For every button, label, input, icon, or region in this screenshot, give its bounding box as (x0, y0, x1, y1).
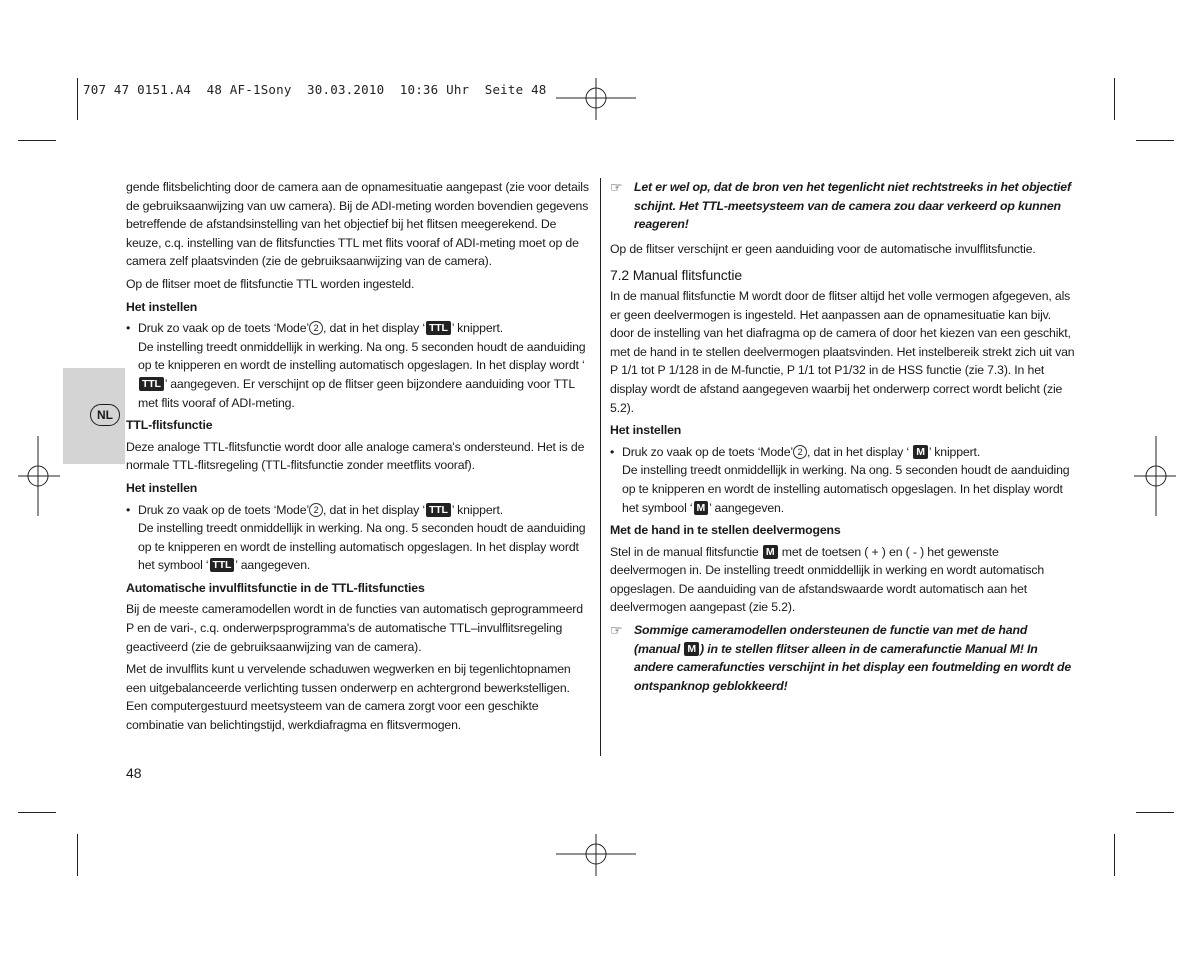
registration-mark-left (18, 436, 60, 516)
ttl-symbol-icon: TTL (139, 377, 164, 391)
ttl-symbol-icon: TTL (210, 558, 235, 572)
subheading: TTL-flitsfunctie (126, 418, 213, 433)
m-symbol-icon: M (913, 445, 928, 459)
registration-mark-top (556, 78, 636, 120)
subheading: Het instellen (126, 480, 198, 495)
right-column (610, 178, 1076, 699)
pointing-hand-icon: ☞ (610, 179, 623, 195)
crop-mark (1136, 140, 1174, 141)
paragraph: Deze analoge TTL-flitsfunctie wordt door alle analoge camera's ondersteund. Het is de normale TTL-flitsregeling (TTL-flitsfunctie zonder meetflits vooraf). (126, 439, 585, 473)
bullet-marker: • (126, 502, 131, 517)
list-item: • Druk zo vaak op de toets ‘Mode’ 2 , dat in het display ‘ M ’ knippert. De instelling treedt onmiddellijk in werking. Na ong. 5 seconden houdt de aanduiding op te knipperen en wordt de instelling automatisch opgeslagen. In het display wordt het symbool ‘ M ’ aangegeven. (610, 444, 1070, 515)
mode-key-icon: 2 (309, 503, 323, 517)
subheading: Met de hand in te stellen deelvermogens (610, 523, 841, 538)
crop-mark (1114, 78, 1115, 120)
ttl-symbol-icon: TTL (426, 503, 451, 517)
paragraph: Op de flitser verschijnt er geen aanduiding voor de automatische invulflitsfunctie. (610, 241, 1036, 256)
paragraph: gende flitsbelichting door de camera aan de opnamesituatie aangepast (zie voor details de gebruiksaanwijzing van uw camera). Bij de ADI-meting worden bovendien gegevens betreffende de afstandsinstelling van het objectief bij het flitsen meegerekend. De keuze, c.q. instelling van de flitsfuncties TTL met flits vooraf of ADI-meting moet op de camera zelf plaatsvinden (zie de gebruiksaanwijzing van de camera). (126, 180, 589, 269)
print-slug: 707 47 0151.A4 48 AF-1Sony 30.03.2010 10:36 Uhr Seite 48 (83, 82, 547, 97)
subheading: Het instellen (126, 299, 198, 314)
subheading: Het instellen (610, 423, 682, 438)
bullet-marker: • (610, 444, 615, 459)
paragraph: Bij de meeste cameramodellen wordt in de functies van automatisch geprogrammeerd P en de vari-, c.q. onderwerpsprogramma's de automatische TTL–invulflitsregeling geactiveerd (zie de gebruiksaanwijzing van de camera). (126, 602, 583, 654)
m-symbol-icon: M (763, 545, 778, 559)
pointing-hand-icon: ☞ (610, 622, 623, 639)
paragraph: Op de flitser moet de flitsfunctie TTL worden ingesteld. (126, 276, 415, 291)
paragraph: In de manual flitsfunctie M wordt door de flitser altijd het volle vermogen afgegeven, als er geen deelvermogen is ingesteld. Het aanpassen aan de opnamesituatie kan bijv. door de instelling van het diafragma op de camera of door het kiezen van een geschikt, met de hand in te stellen deelvermogen plaatsvinden. Het instelbereik strekt zich uit van P 1/1 tot P 1/128 in de M-functie, P 1/1 tot P1/32 in de HSS functie (zie 7.3). In het display wordt de afstand aangegeven waarbij het onderwerp correct wordt belicht (zie 5.2). (610, 288, 1075, 415)
paragraph: Met de invulflits kunt u vervelende schaduwen wegwerken en bij tegenlichtopnamen een uitgebalanceerde verlichting tussen onderwerp en achtergrond bewerkstelligen. Een computergestuurd meetsysteem van de camera zorgt voor een geschikte combinatie van belichtingstijd, werkdiafragma en flitsvermogen. (126, 662, 571, 733)
paragraph: Stel in de manual flitsfunctie M met de toetsen ( + ) en ( - ) het gewenste deelvermogen in. De instelling treedt onmiddellijk in werking en wordt automatisch opgeslagen. De aanduiding van de afstandswaarde wordt automatisch aan het deelvermogen aangepast (zie 5.2). (610, 544, 1045, 615)
ttl-symbol-icon: TTL (426, 321, 451, 335)
crop-mark (1114, 834, 1115, 876)
crop-mark (77, 834, 78, 876)
m-symbol-icon: M (684, 642, 699, 656)
crop-mark (1136, 812, 1174, 813)
section-heading: 7.2 Manual flitsfunctie (610, 267, 742, 284)
list-item: • Druk zo vaak op de toets ‘Mode’ 2 , dat in het display ‘ TTL ’ knippert. De instelling treedt onmiddellijk in werking. Na ong. 5 seconden houdt de aanduiding op te knipperen en wordt de instelling automatisch opgeslagen. In het display wordt ‘TTL ’ aangegeven. Er verschijnt op de flitser geen bijzondere aanduiding voor TTL met flits vooraf of ADI-meting. (126, 321, 586, 410)
mode-key-icon: 2 (793, 445, 807, 459)
mode-key-icon: 2 (309, 321, 323, 335)
crop-mark (77, 78, 78, 120)
column-divider (600, 178, 601, 756)
crop-mark (18, 812, 56, 813)
registration-mark-bottom (556, 834, 636, 876)
note: ☞ Sommige cameramodellen ondersteunen de functie van met de hand (manual M ) in te stellen flitser alleen in de camerafunctie Manual M! In andere camerafuncties verschijnt in het display een foutmelding en wordt de ontspanknop geblokkeerd! (610, 622, 1072, 693)
page-number: 48 (126, 765, 142, 781)
subheading: Automatische invulflitsfunctie in de TTL-flitsfuncties (126, 580, 425, 595)
list-item: • Druk zo vaak op de toets ‘Mode’ 2 , dat in het display ‘ TTL ’ knippert. De instelling treedt onmiddellijk in werking. Na ong. 5 seconden houdt de aanduiding op te knipperen en wordt de instelling automatisch opgeslagen. In het display wordt het symbool ‘ TTL ’ aangegeven. (126, 502, 586, 573)
crop-mark (18, 140, 56, 141)
m-symbol-icon: M (694, 501, 709, 515)
left-column (126, 178, 592, 739)
language-badge: NL (90, 404, 120, 426)
bullet-marker: • (126, 321, 131, 336)
note: ☞ Let er wel op, dat de bron ven het tegenlicht niet rechtstreeks in het objectief schijnt. Het TTL-meetsysteem van de camera zou daar verkeerd op kunnen reageren! (610, 179, 1071, 232)
registration-mark-right (1134, 436, 1176, 516)
